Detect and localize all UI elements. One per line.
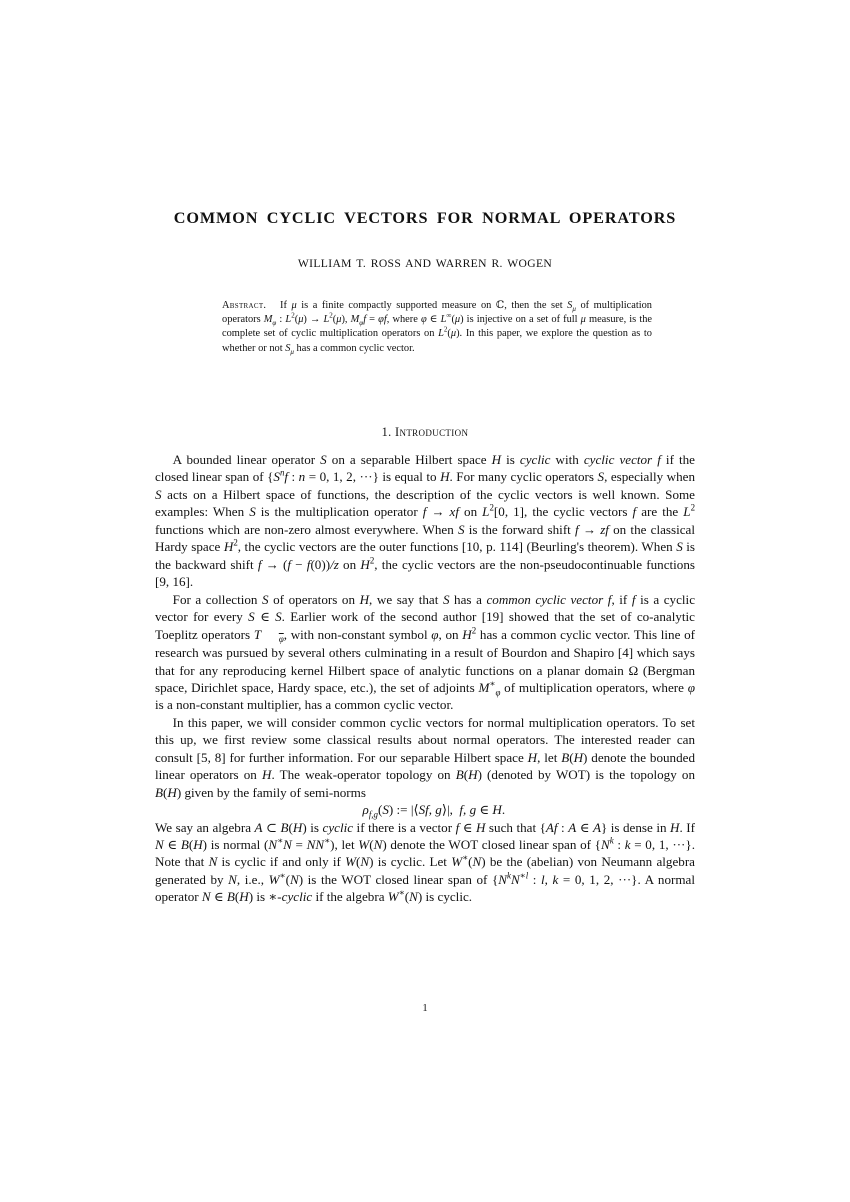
abstract-text: If μ is a finite compactly supported measure on ℂ, then the set $S_\mu$ of multiplication operators $M_\varphi$ : $L^2(\mu) \to L^2(\mu)$, $M_\varphi f = \varphi f$, where φ ∈ L∞(μ) is injective on a set of full μ measure, is the complete set of cyclic multiplication operators on $L^2(\mu)$. In this paper, we explore the question as to whether or not $S_\mu$ has a common cyclic vector. bbox=[222, 300, 653, 356]
abstract-block bbox=[222, 299, 652, 356]
paragraph-4: We say an algebra A ⊂ B(H) is cyclic if there is a vector f ∈ H such that {Af : A ∈ A} is dense in H. If N ∈ B(H) is normal (N∗N = NN∗), let W(N) denote the WOT closed linear span of {$N^k$ : k = 0, 1, ···}. Note that N is cyclic if and only if W(N) is cyclic. Let W∗(N) be the (abelian) von Neumann algebra generated by N, i.e., W∗(N) is the WOT closed linear span of {$N^kN^{∗l}$ : l, k = 0, 1, 2, ···}. A normal operator N ∈ B(H) is ∗-cyclic if the algebra W∗(N) is cyclic. bbox=[155, 819, 696, 905]
abstract-label: Abstract. bbox=[222, 300, 267, 311]
paragraph-1: A bounded linear operator S on a separable Hilbert space H is cyclic with cyclic vector f if the closed linear span of {$S^nf$ : n = 0, 1, 2, ···} is equal to H. For many cyclic operators S, especially when S acts on a Hilbert space of functions, the description of the cyclic vectors is well known. Some examples: When S is the multiplication operator f → xf on $L^2[0$, 1], the cyclic vectors f are the $L^2$ functions which are non-zero almost everywhere. When S is the forward shift f → zf on the classical Hardy space $H^2$, the cyclic vectors are the outer functions [10, p. 114] (Beurling's theorem). When S is the backward shift f → (f − f(0))/z on $H^2$, the cyclic vectors are the non-pseudocontinuable functions [9, 16]. bbox=[155, 452, 696, 590]
paragraph-2: For a collection S of operators on H, we say that S has a common cyclic vector f, if f is a cyclic vector for every S ∈ S. Earlier work of the second author [19] showed that the set of co-analytic Toeplitz operators T $_{\overline{\varphi}}$, with non-constant symbol φ, on $H^2$ has a common cyclic vector. This line of research was pursued by several others culminating in a result of Bourdon and Shapiro [4] which says that for any reproducing kernel Hilbert space of analytic functions on a planar domain Ω (Bergman space, Dirichlet space, Hardy space, etc.), the set of adjoints $M^∗_\varphi$ of multiplication operators, where φ is a non-constant multiplier, has a common cyclic vector. bbox=[155, 591, 696, 713]
section-number: 1. bbox=[381, 425, 392, 439]
author-list: WILLIAM T. ROSS AND WARREN R. WOGEN bbox=[297, 257, 553, 270]
body-text bbox=[155, 451, 695, 906]
page-title: COMMON CYCLIC VECTORS FOR NORMAL OPERATORS bbox=[173, 209, 677, 227]
section-heading bbox=[155, 425, 695, 440]
section-title: Introduction bbox=[395, 425, 469, 439]
displayed-equation: $\rho_{f,g}(S)$ := |⟨Sf, g⟩|, f, g ∈ H. bbox=[362, 802, 506, 820]
paragraph-3: In this paper, we will consider common cyclic vectors for normal multiplication operators. To set this up, we first review some classical results about normal operators. The interested reader can consult [5, 8] for further information. For our separable Hilbert space H, let B(H) denote the bounded linear operators on H. The weak-operator topology on B(H) (denoted by WOT) is the topology on B(H) given by the family of semi-norms bbox=[155, 714, 695, 800]
page-number: 1 bbox=[422, 1003, 428, 1014]
